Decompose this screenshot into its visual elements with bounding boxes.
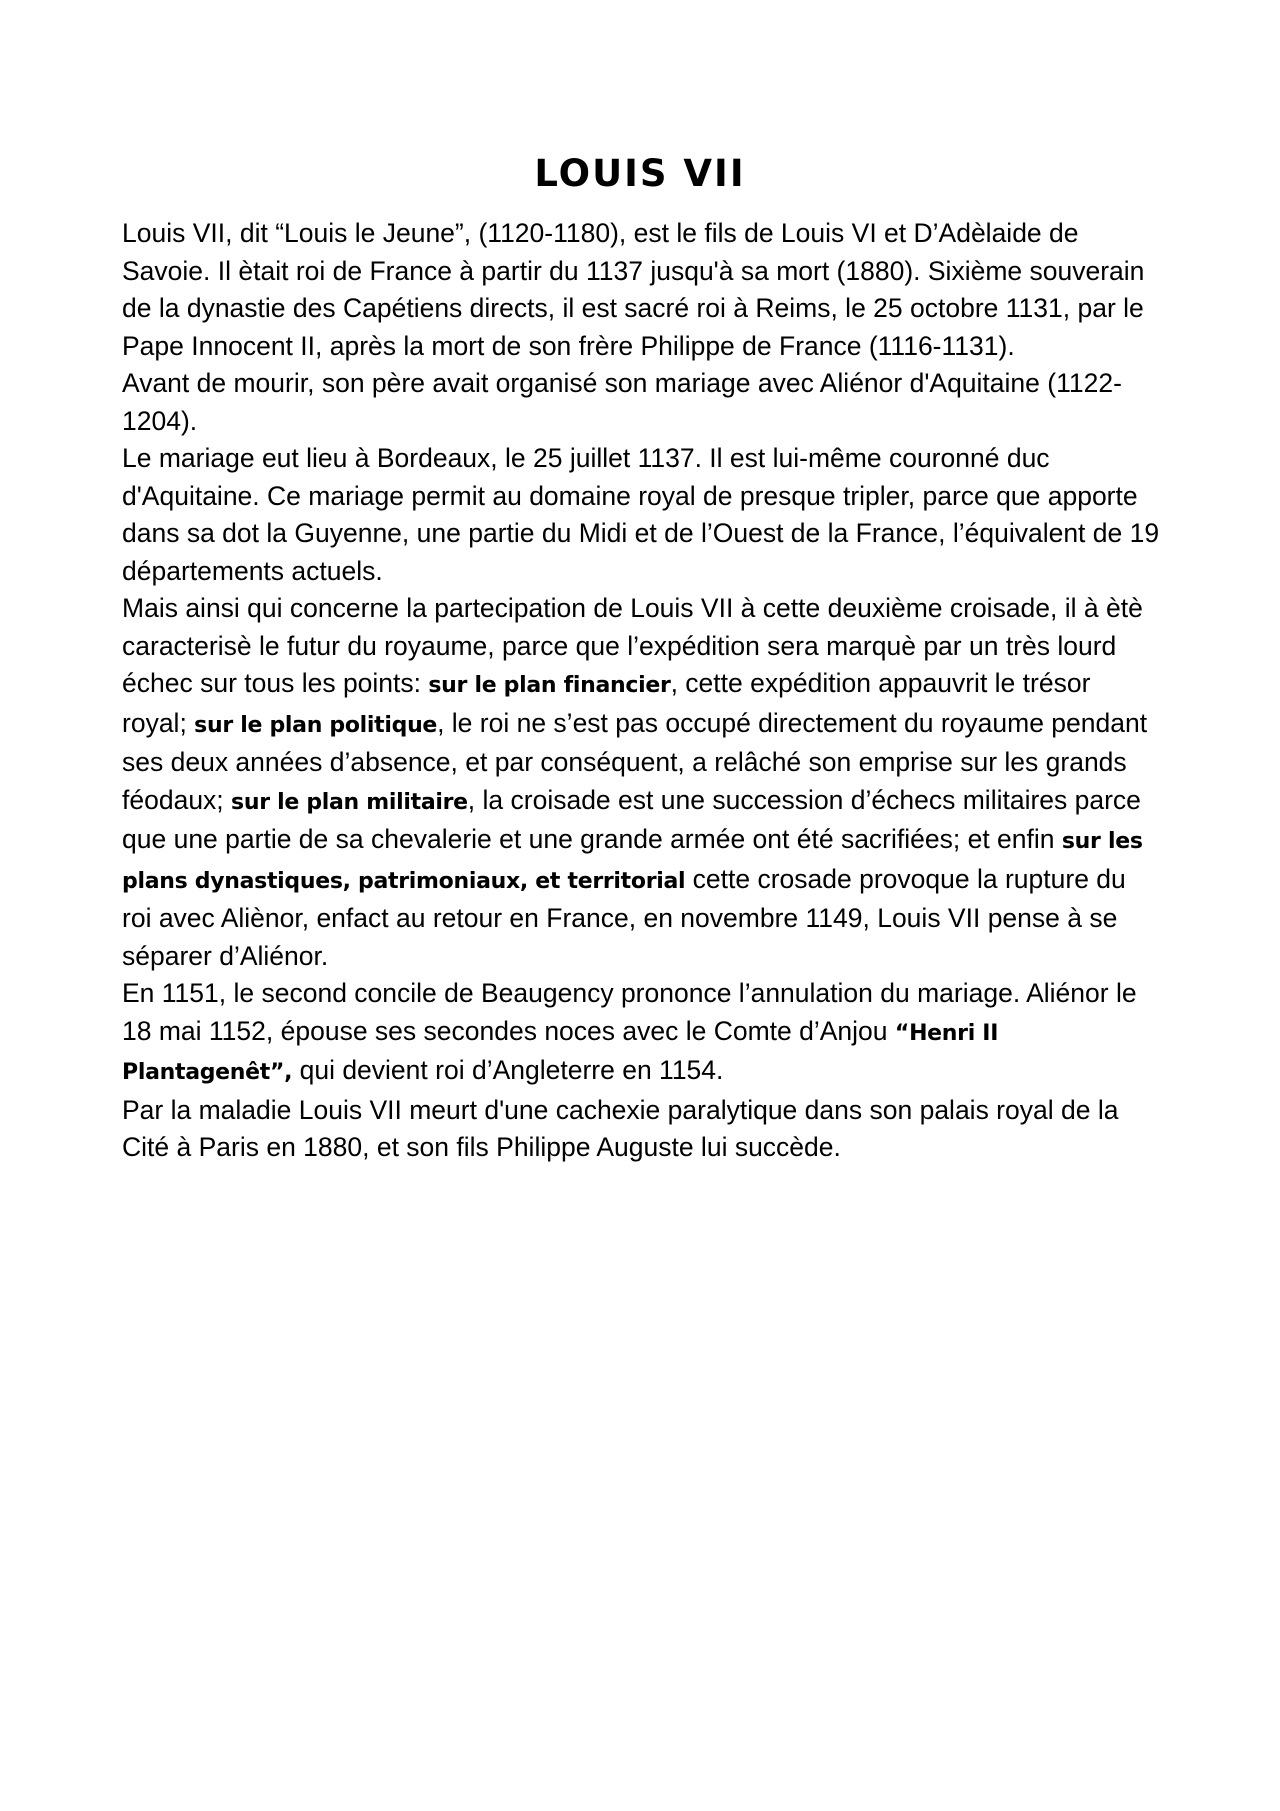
text-segment: Mais ainsi qui concerne la partecipation de Louis VII à cette deuxième croisade, il à ètè caracterisè le futur du royaume, parce que l’expédition sera marquè par un très lourd échec sur tous les points: xyxy=(122,593,1143,698)
text-segment: cette crosade provoque la rupture du roi avec Aliènor, enfact au retour en France, en novembre 1149, Louis VII pense à se séparer d’Aliénor. xyxy=(122,863,1126,971)
paragraph xyxy=(122,215,1162,365)
bold-text-segment: sur le plan politique xyxy=(194,712,438,738)
bold-text-segment: sur les plans dynastiques, patrimoniaux, et territorial xyxy=(122,829,1143,894)
document-body xyxy=(122,215,1162,1167)
bold-text-segment: sur le plan militaire xyxy=(231,789,468,815)
text-segment: , la croisade est une succession d’échecs militaires parce que une partie de sa chevalerie et une grande armée ont été sacrifiées; et enfin xyxy=(122,784,1141,854)
document-title: LOUIS VII xyxy=(534,152,746,195)
text-segment: qui devient roi d’Angleterre en 1154. xyxy=(292,1055,724,1085)
text-segment: Le mariage eut lieu à Bordeaux, le 25 juillet 1137. Il est lui-même couronné duc d'Aquitaine. Ce mariage permit au domaine royal de presque tripler, parce que apporte dans sa dot la Guyenne, une partie du Midi et de l’Ouest de la France, l’équivalent de 19 départements actuels. xyxy=(122,443,1160,586)
text-segment: Avant de mourir, son père avait organisé son mariage avec Aliénor d'Aquitaine (1122-1204). xyxy=(122,368,1122,436)
bold-text-segment: “Henri II Plantagenêt”, xyxy=(122,1020,999,1085)
text-segment: Louis VII, dit “Louis le Jeune”, (1120-1180), est le fils de Louis VI et D’Adèlaide de Savoie. Il ètait roi de France à partir du 1137 jusqu'à sa mort (1880). Sixième souverain de la dynastie des Capétiens directs, il est sacré roi à Reims, le 25 octobre 1131, par le Pape Innocent II, après la mort de son frère Philippe de France (1116-1131). xyxy=(122,218,1145,361)
paragraph xyxy=(122,365,1162,440)
text-segment: , le roi ne s’est pas occupé directement du royaume pendant ses deux années d’absence, et par conséquent, a relâché son emprise sur les grands féodaux; xyxy=(122,707,1148,815)
text-segment: Par la maladie Louis VII meurt d'une cachexie paralytique dans son palais royal de la Cité à Paris en 1880, et son fils Philippe Auguste lui succède. xyxy=(122,1094,1119,1162)
paragraph xyxy=(122,440,1162,590)
paragraph xyxy=(122,590,1162,975)
text-segment: , cette expédition appauvrit le trésor royal; xyxy=(122,668,1091,738)
bold-text-segment: sur le plan financier xyxy=(428,673,671,698)
text-segment: En 1151, le second concile de Beaugency prononce l’annulation du mariage. Aliénor le 18 mai 1152, épouse ses secondes noces avec le Comte d’Anjou xyxy=(122,978,1137,1046)
paragraph xyxy=(122,1092,1162,1167)
paragraph xyxy=(122,975,1162,1092)
